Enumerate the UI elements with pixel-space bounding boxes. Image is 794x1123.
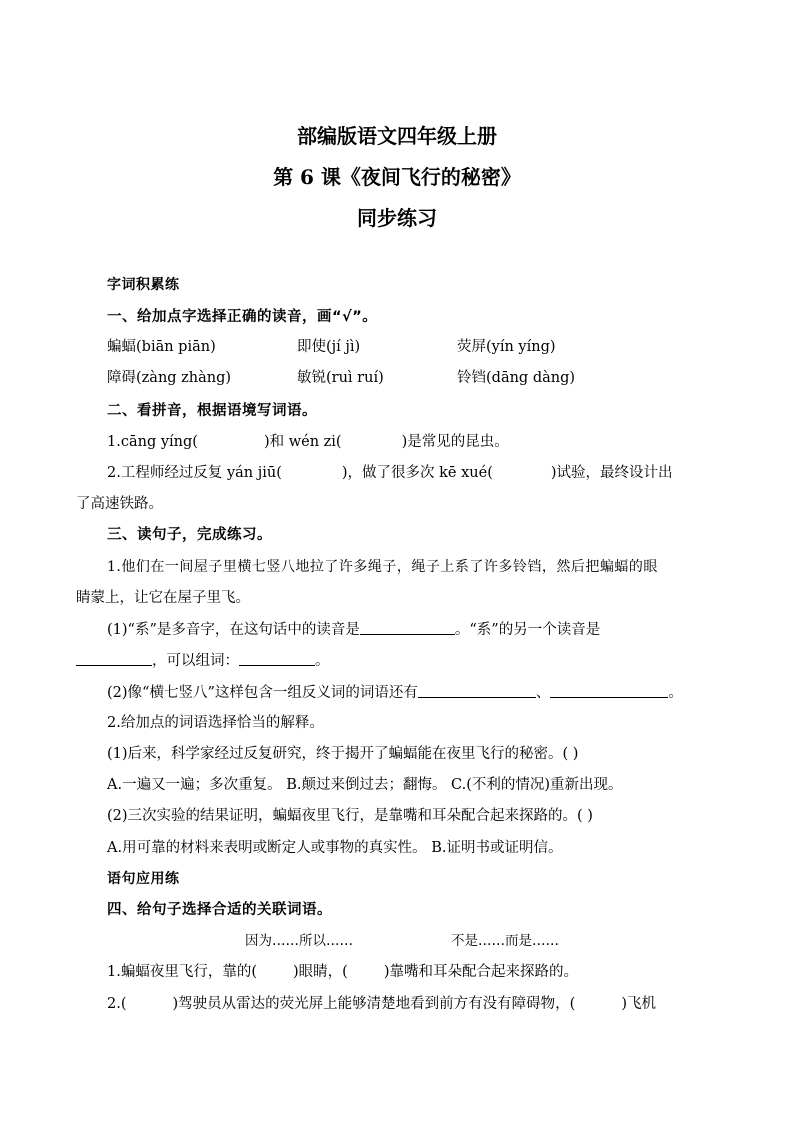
pinyin-choice: 荧屏(yín yíng) <box>457 339 556 355</box>
q4-item1-text-c: )靠嘴和耳朵配合起来探路的。 <box>383 964 578 980</box>
q3-sub2-text-b: 、 <box>535 685 551 701</box>
q3-item-2-part-2: (2)三次实验的结果证明，蝙蝠夜里飞行，是靠嘴和耳朵配合起来探路的。( ) <box>107 808 593 824</box>
q2-item1-text-a: 1.cāng yíng( <box>107 434 198 450</box>
q3-item-2-part-1: (1)后来，科学家经过反复研究，终于揭开了蝙蝠能在夜里飞行的秘密。( ) <box>107 746 579 762</box>
q3-sub1-text-b: 。“系”的另一个读音是 <box>454 622 601 638</box>
q4-item2-text-a: 2.( <box>107 996 127 1012</box>
q3-sub-1 <box>107 620 722 640</box>
q4-item2-text-b: )驾驶员从雷达的荧光屏上能够清楚地看到前方有没有障碍物，( <box>172 996 576 1012</box>
q1-row-1 <box>107 337 722 357</box>
header-lesson-title: 第 6 课《夜间飞行的秘密》 <box>273 165 521 189</box>
q2-item2-text-a: 2.工程师经过反复 yán jiū( <box>107 465 282 481</box>
answer-underline[interactable] <box>239 651 315 666</box>
q2-item-2-continued: 了高速铁路。 <box>76 496 163 512</box>
pinyin-choice: 敏锐(ruì ruí) <box>297 370 384 386</box>
q3-sentence-line-2: 睛蒙上，让它在屋子里飞。 <box>76 590 250 606</box>
q3-item-2-part-1-options: A.一遍又一遍；多次重复。 B.颠过来倒过去；翻悔。 C.(不利的情况)重新出现。 <box>107 777 623 793</box>
q4-item1-text-b: )眼睛，( <box>293 964 348 980</box>
pinyin-choice: 蝙蝠(biān piān) <box>107 339 216 355</box>
q3-sub2-text-c: 。 <box>668 685 683 701</box>
q1-title: 一、给加点字选择正确的读音，画“√”。 <box>107 309 378 325</box>
q4-conjunction-options <box>107 931 722 951</box>
pinyin-choice: 障碍(zàng zhàng) <box>107 370 232 386</box>
q3-item-2-title: 2.给加点的词语选择恰当的解释。 <box>107 715 324 731</box>
header-exercise-title: 同步练习 <box>357 206 437 230</box>
q3-title: 三、读句子，完成练习。 <box>107 527 272 543</box>
q2-item2-text-c: )试验，最终设计出 <box>550 465 673 481</box>
q3-sub1-text-c: ，可以组词： <box>152 653 239 669</box>
header-book-title: 部编版语文四年级上册 <box>297 124 497 148</box>
q2-item1-text-b: )和 wén zi( <box>263 434 342 450</box>
q2-title: 二、看拼音，根据语境写词语。 <box>107 403 317 419</box>
q4-item-2 <box>107 994 722 1014</box>
answer-underline[interactable] <box>76 651 152 666</box>
q3-item-2-part-2-options: A.用可靠的材料来表明或断定人或事物的真实性。 B.证明书或证明信。 <box>107 840 563 856</box>
answer-underline[interactable] <box>550 683 668 698</box>
q4-item2-text-c: )飞机 <box>621 996 656 1012</box>
q3-sub2-text-a: (2)像“横七竖八”这样包含一组反义词的词语还有 <box>107 685 418 701</box>
q3-sentence-line-1: 1.他们在一间屋子里横七竖八地拉了许多绳子，绳子上系了许多铃铛，然后把蝙蝠的眼 <box>107 559 658 575</box>
pinyin-choice: 即使(jí jì) <box>297 339 361 355</box>
pinyin-choice: 铃铛(dāng dàng) <box>457 370 576 386</box>
q3-sub1-text-a: (1)“系”是多音字，在这句话中的读音是 <box>107 622 360 638</box>
section-apply-heading: 语句应用练 <box>107 871 180 887</box>
section-vocab-heading: 字词积累练 <box>107 277 180 293</box>
answer-underline[interactable] <box>418 683 536 698</box>
q4-item1-text-a: 1.蝙蝠夜里飞行，靠的( <box>107 964 257 980</box>
q1-row-2 <box>107 368 722 388</box>
q3-sub-1-continued <box>76 651 691 671</box>
q2-item-1 <box>107 432 722 452</box>
q2-item2-text-b: )，做了很多次 kē xué( <box>341 465 493 481</box>
q2-item1-text-c: )是常见的昆虫。 <box>401 434 509 450</box>
q3-sub1-text-d: 。 <box>315 653 330 669</box>
q4-item-1 <box>107 962 722 982</box>
q3-sub-2 <box>107 683 722 703</box>
conjunction-option: 因为……所以…… <box>245 933 353 949</box>
q4-title: 四、给句子选择合适的关联词语。 <box>107 902 332 918</box>
conjunction-option: 不是……而是…… <box>451 933 559 949</box>
answer-underline[interactable] <box>360 620 455 635</box>
q2-item-2 <box>107 463 722 483</box>
